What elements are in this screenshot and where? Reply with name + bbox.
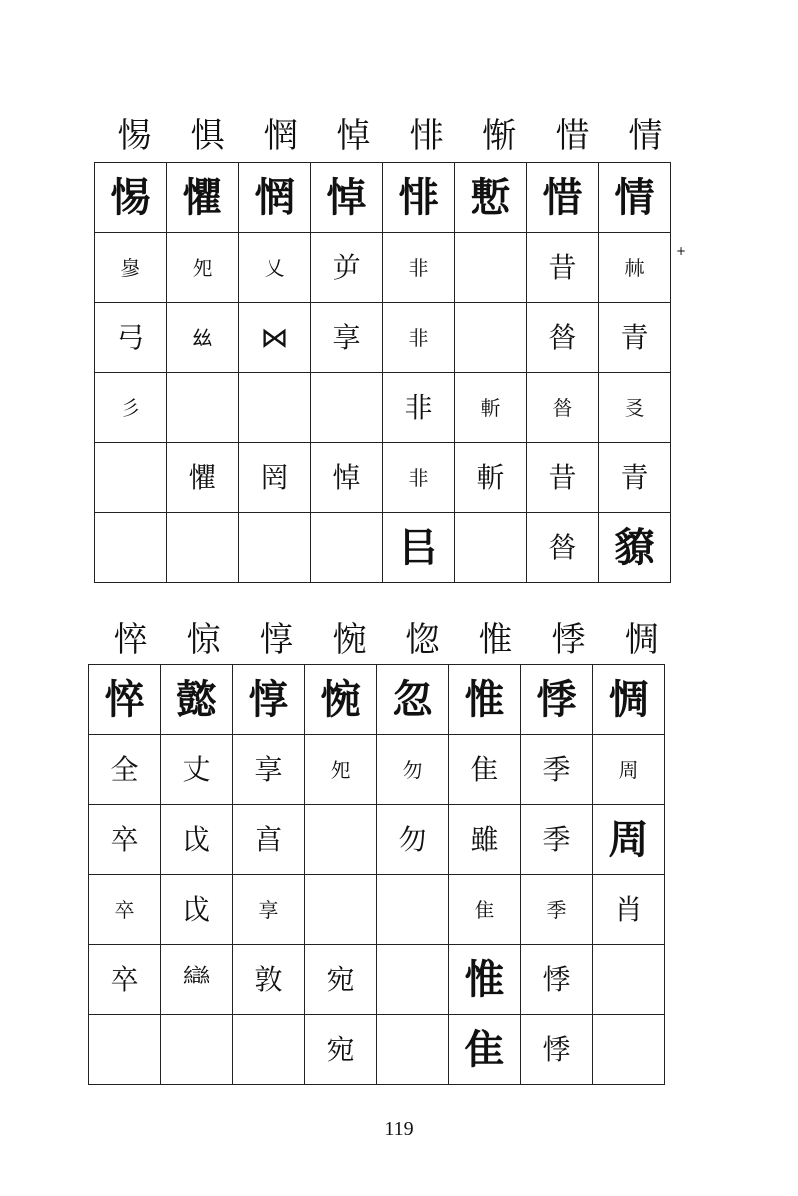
glyph-cell: 斬: [455, 373, 527, 443]
header-char: 惘: [263, 116, 298, 156]
glyph-cell: ⋈: [239, 303, 311, 373]
table-row: [89, 1015, 665, 1085]
table-row: [89, 805, 665, 875]
glyph-cell: 惆: [593, 665, 665, 735]
glyph-cell: 昔: [527, 443, 599, 513]
table-row: [95, 303, 671, 373]
glyph-cell: 懼: [167, 443, 239, 513]
glyph-cell: 隹: [449, 875, 521, 945]
header-char: 惜: [555, 116, 590, 156]
glyph-cell: [377, 1015, 449, 1085]
glyph-cell: 𢆶: [167, 303, 239, 373]
glyph-cell: 悼: [311, 443, 383, 513]
glyph-cell: 宛: [305, 1015, 377, 1085]
table-row: [95, 233, 671, 303]
page-number: 119: [384, 1118, 414, 1140]
glyph-cell: [455, 233, 527, 303]
glyph-cell: [377, 875, 449, 945]
table-row: [95, 513, 671, 583]
glyph-cell: 亯: [233, 805, 305, 875]
glyph-cell: 𣏟: [599, 233, 671, 303]
glyph-cell: 悱: [383, 163, 455, 233]
table-row: [95, 373, 671, 443]
glyph-cell: 周: [593, 805, 665, 875]
header-char: 惊: [186, 620, 221, 660]
header-row-2: [94, 620, 678, 660]
glyph-cell: 隹: [449, 735, 521, 805]
glyph-cell: 夗: [167, 233, 239, 303]
header-char: 悸: [551, 620, 586, 660]
glyph-cell: 非: [383, 233, 455, 303]
header-char: 惇: [259, 620, 294, 660]
glyph-cell: 隹: [449, 1015, 521, 1085]
glyph-cell: [95, 443, 167, 513]
glyph-cell: [167, 373, 239, 443]
header-char: 悱: [409, 116, 444, 156]
glyph-cell: 丈: [161, 735, 233, 805]
glyph-cell: 惕: [95, 163, 167, 233]
glyph-cell: 斬: [455, 443, 527, 513]
glyph-cell: 屰: [311, 233, 383, 303]
glyph-table-2: [88, 664, 665, 1085]
glyph-cell: 全: [89, 735, 161, 805]
header-char: 惚: [405, 620, 440, 660]
header-char: 悴: [113, 620, 148, 660]
header-char: 惆: [624, 620, 659, 660]
glyph-cell: 戉: [161, 875, 233, 945]
glyph-cell: 享: [311, 303, 383, 373]
glyph-cell: [593, 1015, 665, 1085]
glyph-cell: 享: [233, 735, 305, 805]
glyph-cell: 惘: [239, 163, 311, 233]
glyph-cell: 㕛: [599, 373, 671, 443]
glyph-cell: 龻: [161, 945, 233, 1015]
glyph-cell: [239, 513, 311, 583]
glyph-cell: 季: [521, 735, 593, 805]
glyph-cell: 㫺: [527, 303, 599, 373]
glyph-cell: 䝤: [599, 513, 671, 583]
glyph-cell: 青: [599, 443, 671, 513]
header-char: 惋: [332, 620, 367, 660]
table-row: [89, 735, 665, 805]
table-row: [89, 875, 665, 945]
glyph-cell: 卒: [89, 875, 161, 945]
glyph-cell: 季: [521, 805, 593, 875]
glyph-cell: 勿: [377, 805, 449, 875]
header-row-1: [98, 116, 682, 156]
glyph-cell: 惇: [233, 665, 305, 735]
glyph-cell: 弓: [95, 303, 167, 373]
table-row: [89, 945, 665, 1015]
header-char: 悼: [336, 116, 371, 156]
glyph-cell: [593, 945, 665, 1015]
glyph-cell: 勿: [377, 735, 449, 805]
plus-mark: +: [676, 244, 687, 258]
glyph-cell: 悸: [521, 665, 593, 735]
glyph-cell: 惜: [527, 163, 599, 233]
glyph-cell: 懼: [167, 163, 239, 233]
glyph-cell: 悴: [89, 665, 161, 735]
glyph-cell: 㫺: [527, 373, 599, 443]
glyph-cell: 惟: [449, 945, 521, 1015]
glyph-cell: 惟: [449, 665, 521, 735]
glyph-cell: 慙: [455, 163, 527, 233]
glyph-cell: 悸: [521, 945, 593, 1015]
glyph-cell: 忽: [377, 665, 449, 735]
glyph-cell: 夗: [305, 735, 377, 805]
glyph-cell: 㫺: [527, 513, 599, 583]
glyph-cell: 懿: [161, 665, 233, 735]
glyph-cell: [233, 1015, 305, 1085]
glyph-cell: [161, 1015, 233, 1085]
glyph-cell: 罔: [239, 443, 311, 513]
glyph-cell: 乂: [239, 233, 311, 303]
glyph-cell: [311, 513, 383, 583]
glyph-cell: 卒: [89, 805, 161, 875]
glyph-cell: 悼: [311, 163, 383, 233]
glyph-cell: [95, 513, 167, 583]
table-row: [89, 665, 665, 735]
glyph-cell: 周: [593, 735, 665, 805]
glyph-cell: 悸: [521, 1015, 593, 1085]
header-char: 情: [628, 116, 663, 156]
glyph-cell: 卒: [89, 945, 161, 1015]
glyph-cell: 享: [233, 875, 305, 945]
glyph-cell: 非: [383, 373, 455, 443]
glyph-cell: [305, 805, 377, 875]
glyph-cell: 非: [383, 443, 455, 513]
glyph-cell: 戉: [161, 805, 233, 875]
glyph-cell: [311, 373, 383, 443]
glyph-cell: 㠯: [383, 513, 455, 583]
glyph-cell: 肖: [593, 875, 665, 945]
glyph-cell: 非: [383, 303, 455, 373]
glyph-cell: [377, 945, 449, 1015]
glyph-cell: 彡: [95, 373, 167, 443]
glyph-cell: 惋: [305, 665, 377, 735]
glyph-cell: [239, 373, 311, 443]
table-row: [95, 443, 671, 513]
header-char: 惟: [478, 620, 513, 660]
glyph-cell: [167, 513, 239, 583]
header-char: 惧: [190, 116, 225, 156]
glyph-cell: 敦: [233, 945, 305, 1015]
glyph-cell: [455, 513, 527, 583]
glyph-cell: [455, 303, 527, 373]
table-row: [95, 163, 671, 233]
glyph-cell: 季: [521, 875, 593, 945]
glyph-cell: [89, 1015, 161, 1085]
glyph-cell: [305, 875, 377, 945]
glyph-table-1: [94, 162, 671, 583]
header-char: 惭: [482, 116, 517, 156]
glyph-cell: 㣎: [95, 233, 167, 303]
glyph-cell: 情: [599, 163, 671, 233]
header-char: 惕: [117, 116, 152, 156]
glyph-cell: 宛: [305, 945, 377, 1015]
glyph-cell: 雖: [449, 805, 521, 875]
glyph-cell: 青: [599, 303, 671, 373]
glyph-cell: 昔: [527, 233, 599, 303]
